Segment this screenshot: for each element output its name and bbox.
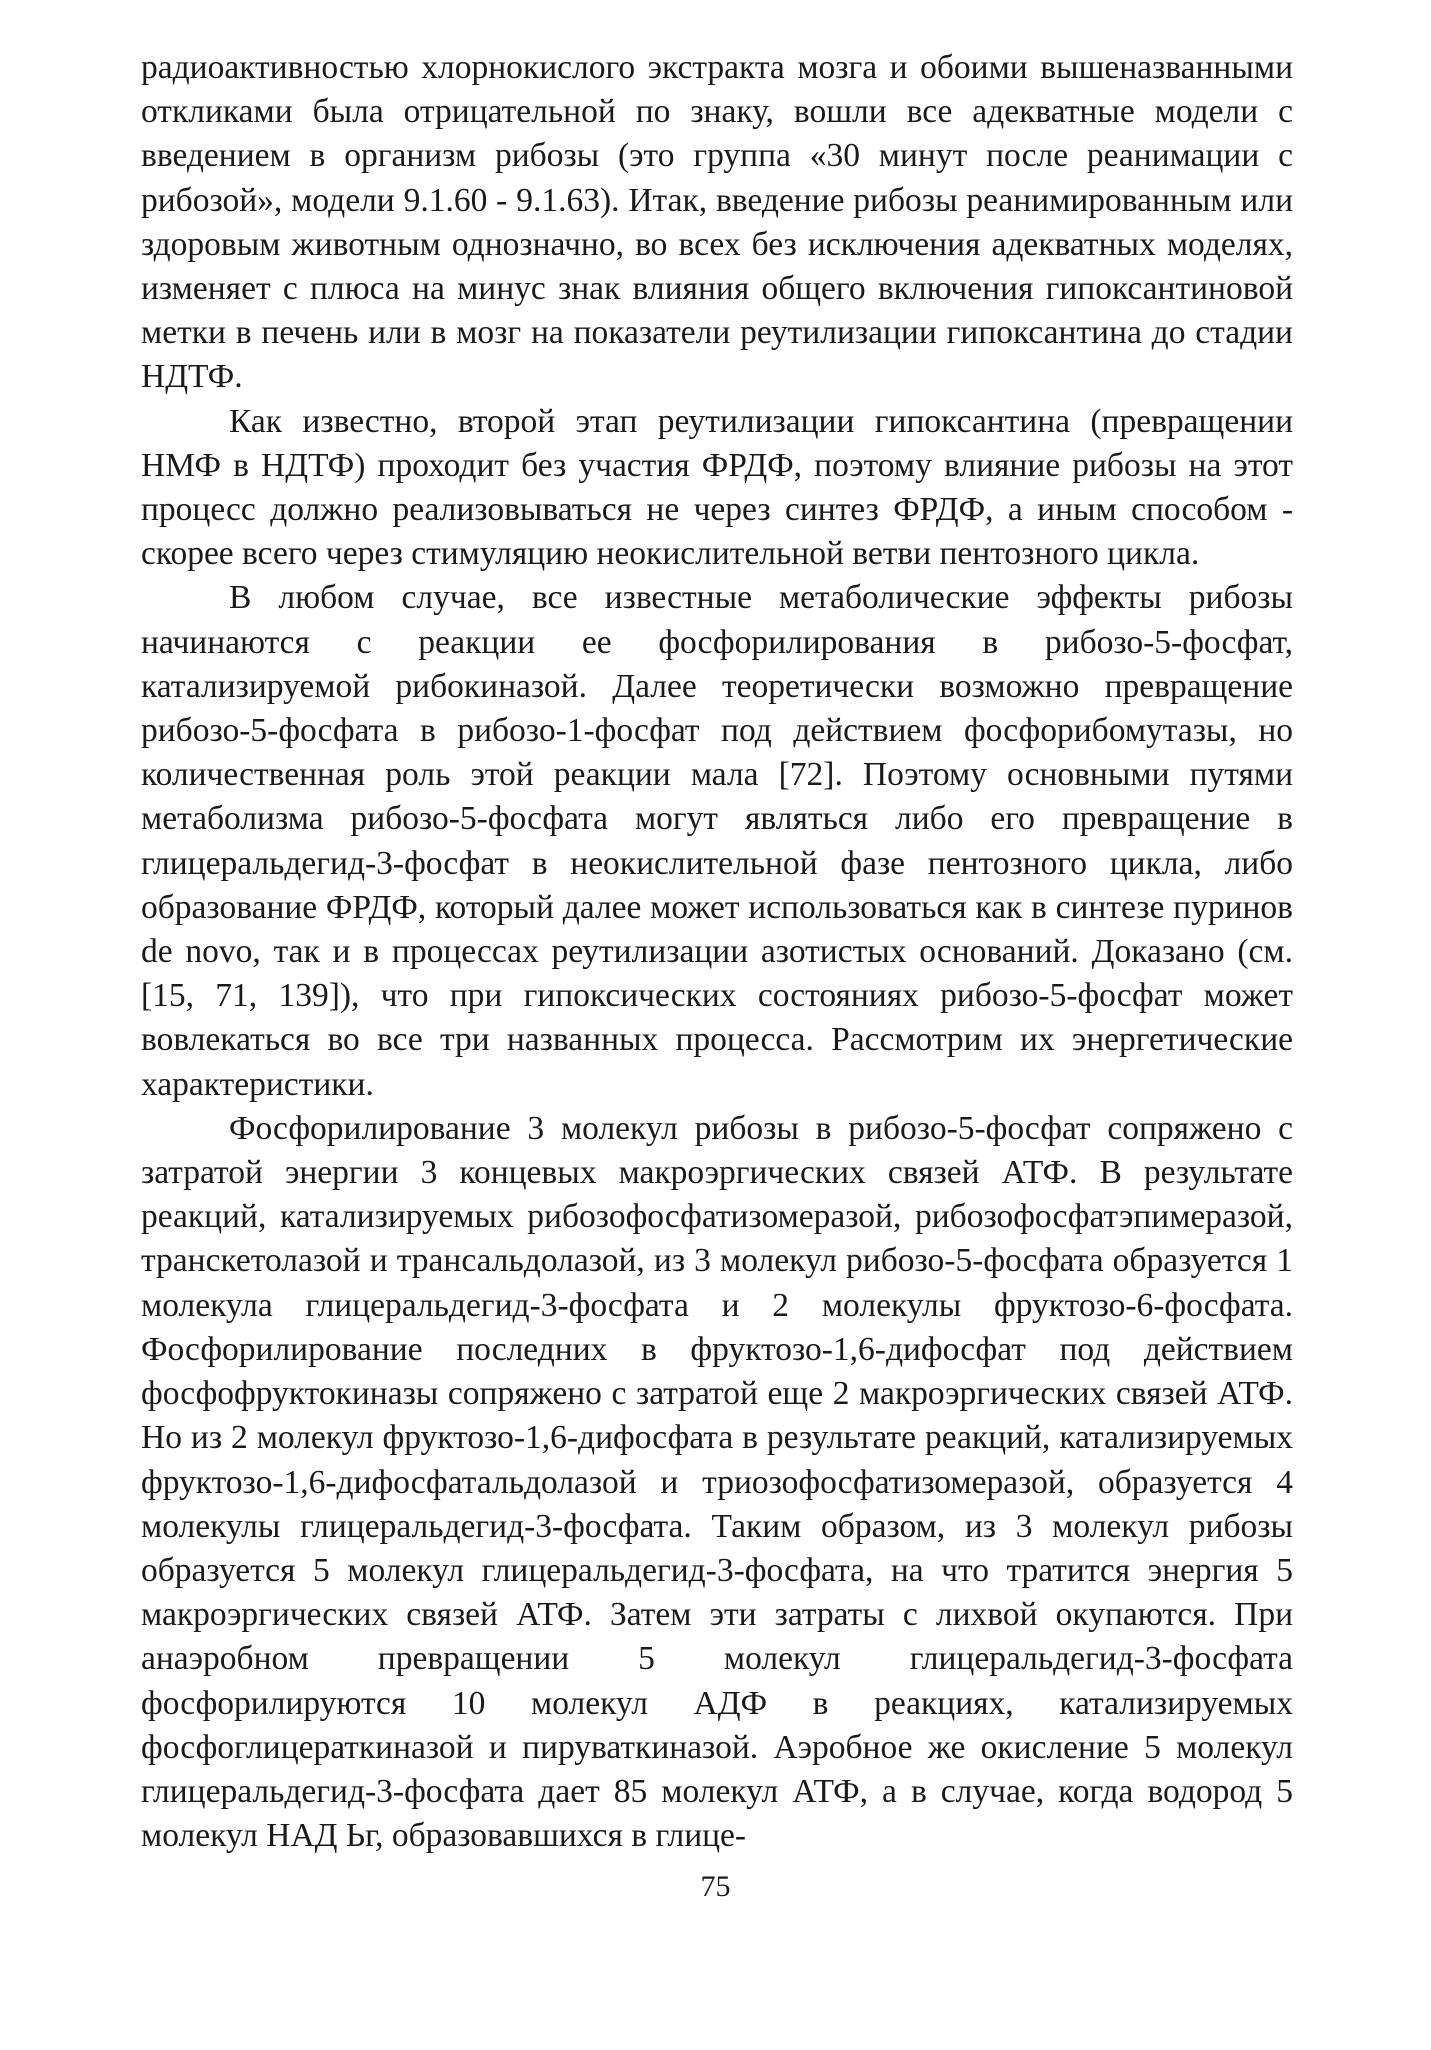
paragraph-4: Фосфорилирование 3 молекул рибозы в рибозо-5-фосфат сопряжено с затратой энергии 3 концевых макроэргических связей АТФ. В результате реакций, катализируемых рибозофосфатизомеразой, рибозофосфатэпимеразой, транскетолазой и трансальдолазой, из 3 молекул рибозо-5-фосфата образуется 1 молекула глицеральдегид-3-фосфата и 2 молекулы фруктозо-6-фосфата. Фосфорилирование последних в фруктозо-1,6-дифосфат под действием фосфофруктокиназы сопряжено с затратой еще 2 макроэргических связей АТФ. Но из 2 молекул фруктозо-1,6-дифосфата в результате реакций, катализируемых фруктозо-1,6-дифосфатальдолазой и триозофосфатизомеразой, образуется 4 молекулы глицеральдегид-3-фосфата. Таким образом, из 3 молекул рибозы образуется 5 молекул глицеральдегид-3-фосфата, на что тратится энергия 5 макроэргических связей АТФ. Затем эти затраты с лихвой окупаются. При анаэробном превращении 5 молекул глицеральдегид-3-фосфата фосфорилируются 10 молекул АДФ в реакциях, катализируемых фосфоглицераткиназой и пируваткиназой. Аэробное же окисление 5 молекул глицеральдегид-3-фосфата дает 85 молекул АТФ, а в случае, когда водород 5 молекул НАД Ьг, образовавшихся в глице- [141,1109,1293,1855]
paragraph-3: В любом случае, все известные метаболические эффекты рибозы начинаются с реакции ее фосфорилирования в рибозо-5-фосфат, катализируемой рибокиназой. Далее теоретически возможно превращение рибозо-5-фосфата в рибозо-1-фосфат под действием фосфорибомутазы, но количественная роль этой реакции мала [72]. Поэтому основными путями метаболизма рибозо-5-фосфата могут являться либо его превращение в глицеральдегид-3-фосфат в неокислительной фазе пентозного цикла, либо образование ФРДФ, который далее может использоваться как в синтезе пуринов de novo, так и в процессах реутилизации азотистых оснований. Доказано (см. [15, 71, 139]), что при гипоксических состояниях рибозо-5-фосфат может вовлекаться во все три названных процесса. Рассмотрим их энергетические характеристики. [141,579,1293,1103]
paragraph-2: Как известно, второй этап реутилизации гипоксантина (превращении НМФ в НДТФ) проходит без участия ФРДФ, поэтому влияние рибозы на этот процесс должно реализовываться не через синтез ФРДФ, а иным способом - скорее всего через стимуляцию неокислительной ветви пентозного цикла. [141,402,1293,573]
body-text [141,46,1293,1858]
paragraph-1: радиоактивностью хлорнокислого экстракта мозга и обоими вышеназванными откликами была отрицательной по знаку, вошли все адекватные модели с введением в организм рибозы (это группа «30 минут после реанимации с рибозой», модели 9.1.60 - 9.1.63). Итак, введение рибозы реанимированным или здоровым животным однозначно, во всех без исключения адекватных моделях, изменяет с плюса на минус знак влияния общего включения гипоксантиновой метки в печень или в мозг на показатели реутилизации гипоксантина до стадии НДТФ. [141,49,1293,396]
page-number: 75 [700,1870,731,1903]
